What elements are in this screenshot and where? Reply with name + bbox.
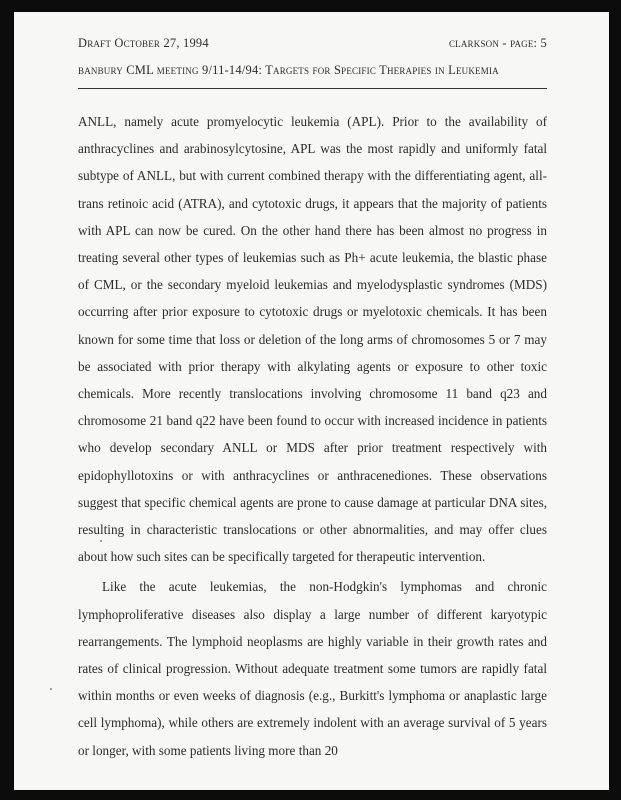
- header-page-number: clarkson - page: 5: [448, 36, 547, 50]
- header-divider: [78, 88, 547, 89]
- header-meeting-title: banbury CML meeting 9/11-14/94: Targets for Specific Therapies in Leukemia: [78, 63, 499, 77]
- paper-speck: [50, 688, 52, 690]
- paragraph: ANLL, namely acute promyelocytic leukemia (APL). Prior to the availability of anthracyclines and arabinosylcytosine, APL was the most rapidly and uniformly fatal subtype of ANLL, but with current combined therapy with the differentiating agent, all-trans retinoic acid (ATRA), and cytotoxic drugs, it appears that the majority of patients with APL can now be cured. On the other hand there has been almost no progress in treating several other types of leukemias such as Ph+ acute leukemia, the blastic phase of CML, or the secondary myeloid leukemias and myelodysplastic syndromes (MDS) occurring after prior exposure to cytotoxic drugs or myelotoxic chemicals. It has been known for some time that loss or deletion of the long arms of chromosomes 5 or 7 may be associated with prior therapy with alkylating agents or exposure to other toxic chemicals. More recently translocations involving chromosome 11 band q23 and chromosome 21 band q22 have been found to occur with increased incidence in patients who develop secondary ANLL or MDS after prior treatment respectively with epidophyllotoxins or with anthracyclines or anthracenediones. These observations suggest that specific chemical agents are prone to cause damage at particular DNA sites, resulting in characteristic translocations or other abnormalities, and may offer clues about how such sites can be specifically targeted for therapeutic intervention.: [78, 114, 547, 565]
- body-text: [78, 108, 547, 764]
- document-page: [14, 12, 609, 790]
- header-date: Draft October 27, 1994: [78, 36, 209, 50]
- paragraph: Like the acute leukemias, the non-Hodgkin's lymphomas and chronic lymphoproliferative diseases also display a large number of different karyotypic rearrangements. The lymphoid neoplasms are highly variable in their growth rates and rates of clinical progression. Without adequate treatment some tumors are rapidly fatal within months or even weeks of diagnosis (e.g., Burkitt's lymphoma or anaplastic large cell lymphoma), while others are extremely indolent with an average survival of 5 years or longer, with some patients living more than 20: [78, 579, 547, 758]
- paper-speck: [100, 540, 102, 542]
